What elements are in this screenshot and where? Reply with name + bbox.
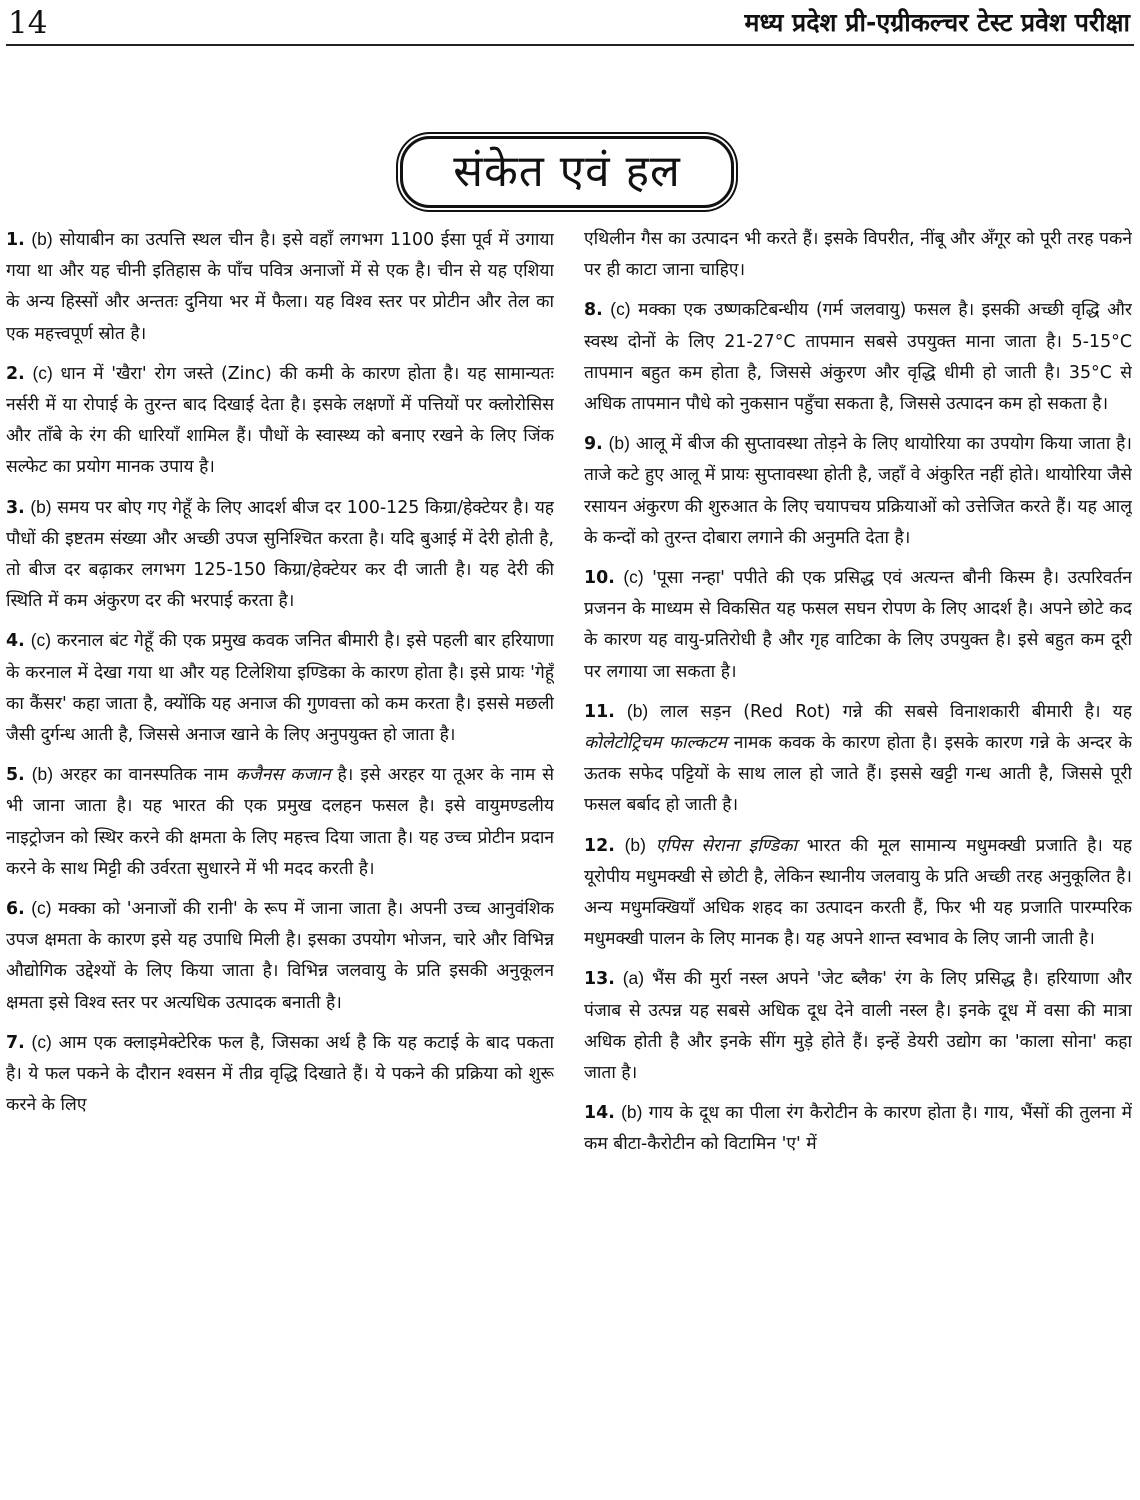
answer-item xyxy=(6,358,554,484)
page-number: 14 xyxy=(8,5,48,41)
answer-text: गाय के दूध का पीला रंग कैरोटीन के कारण होता है। गाय, भैंसों की तुलना में कम बीटा-कैरोटीन को विटामिन 'ए' में xyxy=(584,1103,1132,1155)
answer-option: (c) xyxy=(31,898,52,919)
answer-text: करनाल बंट गेहूँ की एक प्रमुख कवक जनित बीमारी है। इसे पहली बार हरियाणा के करनाल में देखा गया था और यह टिलेशिया इण्डिका के कारण होता है। इसे प्रायः 'गेहूँ का कैंसर' कहा जाता है, क्योंकि यह अनाज की गुणवत्ता को कम करता है। इससे मछली जैसी दुर्गन्ध आती है, जिससे अनाज खाने के लिए अनुपयुक्त हो जाता है। xyxy=(6,631,554,746)
page-header xyxy=(0,0,1140,48)
answer-text: है। इसे अरहर या तूअर के नाम से भी जाना जाता है। यह भारत की एक प्रमुख दलहन फसल है। इसे वायुमण्डलीय नाइट्रोजन को स्थिर करने की क्षमता के लिए महत्त्व दिया जाता है। यह उच्च प्रोटीन प्रदान करने के साथ मिट्टी की उर्वरता सुधारने में भी मदद करती है। xyxy=(6,765,554,879)
answer-option: (b) xyxy=(608,433,630,454)
answer-number: 5. xyxy=(6,765,25,786)
answer-item xyxy=(584,294,1132,420)
answer-number: 7. xyxy=(6,1032,25,1053)
running-header-title: मध्य प्रदेश प्री-एग्रीकल्चर टेस्ट प्रवेश परीक्षा xyxy=(744,8,1130,37)
answer-option: (b) xyxy=(621,1102,643,1123)
answer-number: 9. xyxy=(584,434,603,455)
answer-text: भैंस की मुर्रा नस्ल अपने 'जेट ब्लैक' रंग के लिए प्रसिद्ध है। हरियाणा और पंजाब से उत्पन्न यह सबसे अधिक दूध देने वाली नस्ल है। इनके दूध में वसा की मात्रा अधिक होती है और इनके सींग मुड़े होते हैं। इन्हें डेयरी उद्योग का 'काला सोना' कहा जाता है। xyxy=(584,969,1132,1084)
answer-text: मक्का एक उष्णकटिबन्धीय (गर्म जलवायु) फसल है। इसकी अच्छी वृद्धि और स्वस्थ दोनों के लिए 21-27°C तापमान सबसे उपयुक्त माना जाता है। 5-15°C तापमान बहुत कम होता है, जिससे अंकुरण और वृद्धि धीमी हो जाती है। 35°C से अधिक तापमान पौधे को नुकसान पहुँचा सकता है, जिससे उत्पादन कम हो सकता है। xyxy=(584,300,1132,415)
answer-option: (b) xyxy=(626,700,649,721)
answer-option: (b) xyxy=(624,834,646,855)
answer-text: 'पूसा नन्हा' पपीते की एक प्रसिद्ध एवं अत्यन्त बौनी किस्म है। उत्परिवर्तन प्रजनन के माध्यम से विकसित यह फसल सघन रोपण के लिए आदर्श है। अपने छोटे कद के कारण यह वायु-प्रतिरोधी है और गृह वाटिका के लिए उपयुक्त है। इसे बहुत कम दूरी पर लगाया जा सकता है। xyxy=(584,568,1132,682)
answer-number: 14. xyxy=(584,1103,615,1124)
right-column xyxy=(584,224,1132,1500)
answer-text: नामक कवक के कारण होता है। इसके कारण गन्ने के अन्दर के ऊतक सफेद पट्टियों के साथ लाल हो जाते हैं। इससे खट्टी गन्ध आती है, जिससे पूरी फसल बर्बाद हो जाती है। xyxy=(584,733,1132,816)
answer-text: एथिलीन गैस का उत्पादन भी करते हैं। इसके विपरीत, नींबू और अँगूर को पूरी तरह पकने पर ही काटा जाना चाहिए। xyxy=(584,229,1132,281)
scientific-name: कोलेटोट्रिचम फाल्कटम xyxy=(584,733,727,754)
answer-item xyxy=(6,492,554,618)
answer-number: 2. xyxy=(6,363,25,384)
answer-item xyxy=(6,224,554,350)
answer-option: (c) xyxy=(32,362,53,383)
answer-number: 12. xyxy=(584,835,615,856)
answer-item xyxy=(6,893,554,1019)
answer-text: लाल सड़न (Red Rot) गन्ने की सबसे विनाशकारी बीमारी है। यह xyxy=(660,701,1132,722)
answer-number: 13. xyxy=(584,969,615,990)
header-divider xyxy=(6,44,1134,46)
scientific-name: कजैनस कजान xyxy=(235,765,331,786)
answer-number: 10. xyxy=(584,568,615,589)
answer-number: 1. xyxy=(6,230,25,250)
left-column xyxy=(6,224,554,1500)
answer-text: समय पर बोए गए गेहूँ के लिए आदर्श बीज दर 100-125 किग्रा/हेक्टेयर है। यह पौधों की इष्टतम संख्या और अच्छी उपज सुनिश्चित करता है। यदि बुआई में देरी होती है, तो बीज दर बढ़ाकर लगभग 125-150 किग्रा/हेक्टेयर कर दी जाती है। यह देरी की स्थिति में कम अंकुरण दर की भरपाई करता है। xyxy=(6,497,554,612)
answer-text: आम एक क्लाइमेक्टेरिक फल है, जिसका अर्थ है कि यह कटाई के बाद पकता है। ये फल पकने के दौरान श्वसन में तीव्र वृद्धि दिखाते हैं। ये पकने की प्रक्रिया को शुरू करने के लिए xyxy=(6,1032,554,1116)
answer-option: (b) xyxy=(31,764,53,785)
answer-item xyxy=(584,428,1132,554)
answer-text: मक्का को 'अनाजों की रानी' के रूप में जाना जाता है। अपनी उच्च आनुवंशिक उपज क्षमता के कारण इसे यह उपाधि मिली है। इसका उपयोग भोजन, चारे और विभिन्न औद्योगिक उद्देश्यों के लिए किया जाता है। विभिन्न जलवायु के प्रति इसकी अनुकूलन क्षमता इसे विश्व स्तर पर अत्यधिक उत्पादक बनाती है। xyxy=(6,899,554,1013)
answer-option: (c) xyxy=(610,299,631,320)
answer-item xyxy=(584,1097,1132,1160)
answer-option: (b) xyxy=(31,229,53,249)
section-title: संकेत एवं हल xyxy=(453,146,681,197)
answer-number: 4. xyxy=(6,631,25,652)
answer-continuation xyxy=(584,224,1132,286)
answer-text: आलू में बीज की सुप्तावस्था तोड़ने के लिए थायोरिया का उपयोग किया जाता है। ताजे कटे हुए आलू में प्रायः सुप्तावस्था होती है, जहाँ वे अंकुरित नहीं होते। थायोरिया जैसे रसायन अंकुरण की शुरुआत के लिए चयापचय प्रक्रियाओं को उत्तेजित करते हैं। यह आलू के कन्दों को तुरन्त दोबारा लगाने की अनुमति देता है। xyxy=(584,434,1132,548)
answer-number: 8. xyxy=(584,300,603,321)
answer-text: भारत की मूल सामान्य मधुमक्खी प्रजाति है। यह यूरोपीय मधुमक्खी से छोटी है, लेकिन स्थानीय जलवायु के प्रति अच्छी तरह अनुकूलित है। अन्य मधुमक्खियाँ अधिक शहद का उत्पादन करती हैं, फिर भी यह प्रजाति पारम्परिक मधुमक्खी पालन के लिए मानक है। यह अपने शान्त स्वभाव के लिए जानी जाती है। xyxy=(584,835,1132,950)
answer-option: (c) xyxy=(30,630,51,651)
answer-number: 3. xyxy=(6,497,25,518)
answer-option: (b) xyxy=(30,496,52,517)
answer-item xyxy=(584,830,1132,956)
answer-text: अरहर का वानस्पतिक नाम xyxy=(60,765,236,786)
answer-number: 11. xyxy=(584,701,615,722)
answer-item xyxy=(6,625,554,751)
answer-option: (a) xyxy=(622,968,645,989)
section-title-box xyxy=(400,136,734,208)
answer-item xyxy=(6,759,554,885)
answer-item xyxy=(6,1027,554,1122)
answer-option: (c) xyxy=(623,567,644,588)
answer-item xyxy=(584,562,1132,688)
answer-item xyxy=(584,696,1132,822)
answer-option: (c) xyxy=(31,1031,52,1052)
answer-text: सोयाबीन का उत्पत्ति स्थल चीन है। इसे वहाँ लगभग 1100 ईसा पूर्व में उगाया गया था और यह चीनी इतिहास के पाँच पवित्र अनाजों में से एक है। चीन से यह एशिया के अन्य हिस्सों और अन्ततः दुनिया भर में फैला। यह विश्व स्तर पर प्रोटीन और तेल का एक महत्त्वपूर्ण स्रोत है। xyxy=(6,230,554,344)
answer-text: धान में 'खैरा' रोग जस्ते (Zinc) की कमी के कारण होता है। यह सामान्यतः नर्सरी में या रोपाई के तुरन्त बाद दिखाई देता है। इसके लक्षणों में पत्तियों पर क्लोरोसिस और ताँबे के रंग की धारियाँ शामिल हैं। पौधों के स्वास्थ्य को बनाए रखने के लिए जिंक सल्फेट का प्रयोग मानक उपाय है। xyxy=(6,363,554,478)
answer-item xyxy=(584,963,1132,1089)
answer-number: 6. xyxy=(6,899,25,920)
scientific-name: एपिस सेराना इण्डिका xyxy=(655,835,798,856)
